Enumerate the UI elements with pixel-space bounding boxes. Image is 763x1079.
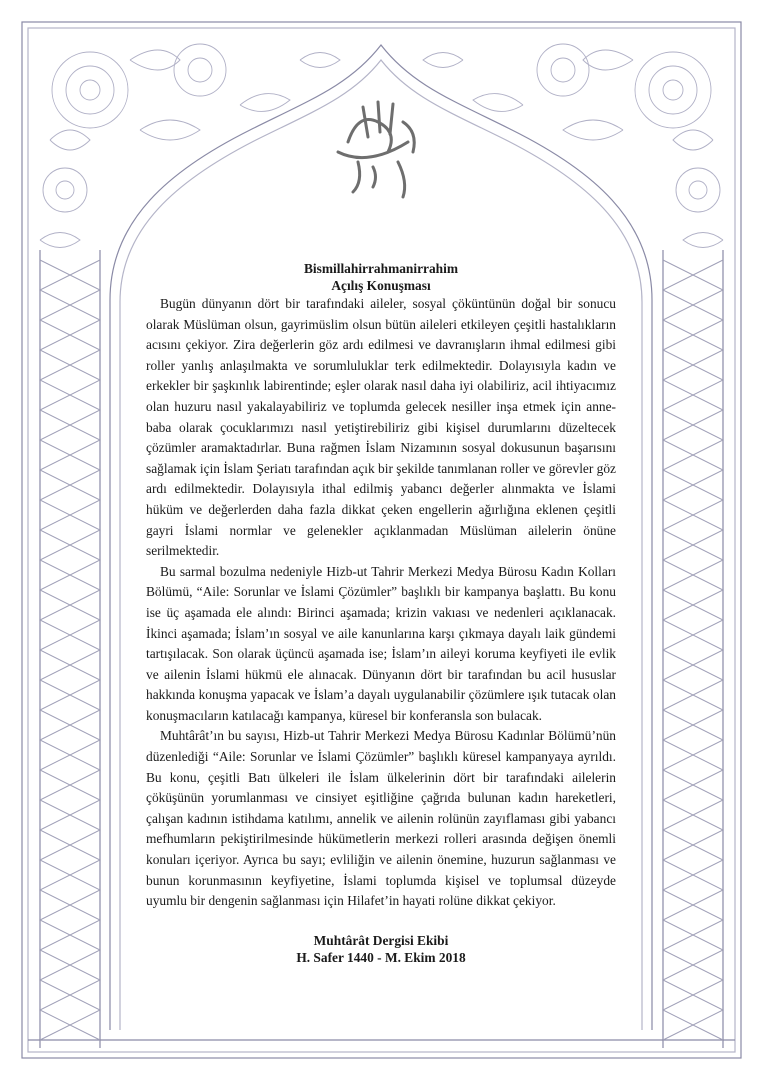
body-paragraph: Bugün dünyanın dört bir tarafındaki aileler, sosyal çöküntünün doğal bir sonucu olarak Müslüman olsun, gayrimüslim olsun bütün aileleri etkileyen çeşitli hastalıkların acısını çekiyor. Zira değerlerin göz ardı edilmesi ve davranışların ihmal edilmesi gibi roller yanlış anlaşılmakta ve sorumluluklar terk edilmektedir. Dolayısıyla kadın ve erkekler bir şaşkınlık labirentinde; eşler olarak nasıl daha iyi olabiliriz, acil ihtiyacımız olan huzuru nasıl yakalayabiliriz ve toplumda gelecek nesiller inşa etmek için anne-baba olarak çocuklarımızı nasıl yetiştirebiliriz gibi kişisel durumlarını düzeltecek çözümler aramaktadırlar. Buna rağmen İslam Nizamının sosyal dokusunun başarısını sağlamak için İslam Şeriatı tarafından açık bir şekilde tanımlanan roller ve görevler göz ardı edilmektedir. Dolayısıyla ithal edilmiş yabancı değerler alınmakta ve İslami hüküm ve değerlerden daha fazla dikkat çeken engellerin ağırlığına eklenen çeşitli gayri İslami normlar ve gelenekler açıklanmadan Müslüman ailelerin önüne serilmektedir. [146, 296, 616, 559]
left-spandrel-ornament [40, 44, 340, 248]
body-paragraph: Muhtârât’ın bu sayısı, Hizb-ut Tahrir Merkezi Medya Bürosu Kadınlar Bölümü’nün düzenlediği “Aile: Sorunlar ve İslami Çözümler” başlıklı küresel kampanyaya ayrıldı. Bu konu, çeşitli Batı ülkeleri ile İslam ülkelerinin dört bir tarafındaki ailelerin çöküşünün yorumlanması ve cinsiyet eşitliğine çağrıda bulunan kadın hareketleri, çalışan kadının istihdama katılımı, annelik ve ailenin rolünün zayıflaması gibi yabancı mefhumların pekiştirilmesinde hükümetlerin merkezi rolleri arasında değişen önemli konuları içeriyor. Ayrıca bu sayı; evliliğin ve ailenin önemine, huzurun sağlanması ve bunun korunmasının keyfiyetine, İslami toplumda kişisel ve toplumsal düzeyde uyumlu bir dengenin sağlanması için Hilafet’in hayati rolüne dikkat çekiyor. [146, 728, 616, 909]
signature-team: Muhtârât Dergisi Ekibi [313, 932, 449, 948]
page-subtitle: Açılış Konuşması [331, 278, 431, 293]
left-column-interlace [40, 260, 100, 1040]
signature-block [146, 932, 616, 967]
signature-date: H. Safer 1440 - M. Ekim 2018 [296, 950, 466, 966]
basmala-calligraphy [318, 92, 436, 202]
page-title: Bismillahirrahmanirrahim [304, 261, 458, 276]
main-content [146, 260, 616, 967]
right-spandrel-ornament [423, 44, 723, 248]
right-column-interlace [663, 260, 723, 1040]
body-paragraph: Bu sarmal bozulma nedeniyle Hizb-ut Tahrir Merkezi Medya Bürosu Kadın Kolları Bölümü, “Aile: Sorunlar ve İslami Çözümler” başlıklı bir kampanya başlattı. Bu konu ise üç aşamada ele alındı: Birinci aşamada; krizin vakıası ve nedenleri açıklanacak. İkinci aşamada; İslam’ın sosyal ve aile kanunlarına karşı çıkmaya dayalı laik gündemi tartışılacak. Son olarak üçüncü aşamada ise; İslam’ın aileyi koruma keyfiyeti ile evlik ve ailenin İslami hükmü ele alınacak. Dünyanın dört bir tarafından bu acil hususlar hakkında konuşma yapacak ve İslam’a dayalı uygulanabilir çözümlere ışık tutacak olan konuşmacıların katılacağı kampanya, küresel bir konferansla son bulacak. [146, 563, 616, 723]
